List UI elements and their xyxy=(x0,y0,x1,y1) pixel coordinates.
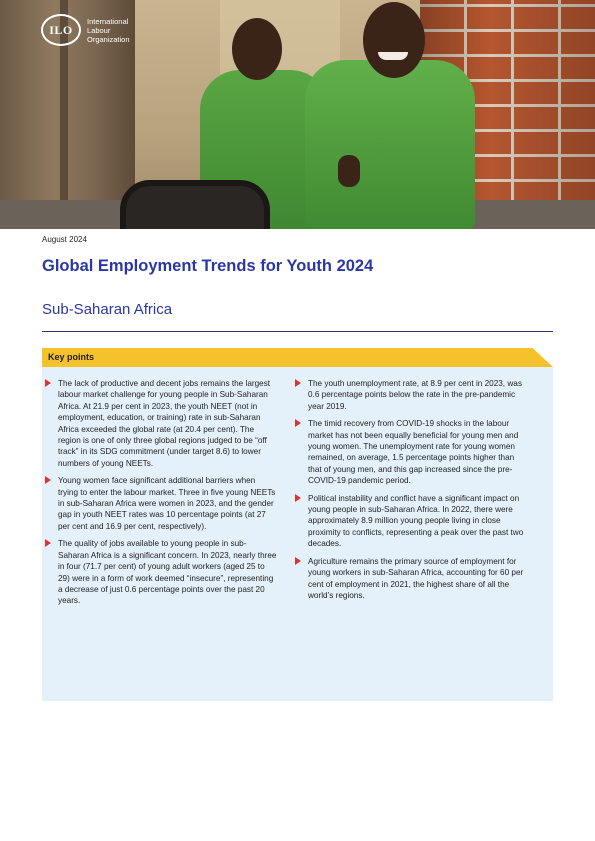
key-point-text: Political instability and conflict have a significant impact on young people in sub-Saharan Africa. In 2022, there were approximately 8.9 million young people living in close proximity to conflicts, representing a peak over the past two decades. xyxy=(308,493,524,549)
photo-tyre xyxy=(120,180,270,229)
cover-photo xyxy=(0,0,595,229)
ilo-logo-line: International xyxy=(87,16,129,26)
key-point-item xyxy=(45,378,277,469)
ilo-logo xyxy=(41,14,130,46)
bullet-arrow-icon xyxy=(45,379,51,387)
header-divider xyxy=(42,331,553,332)
document-subtitle: Sub-Saharan Africa xyxy=(42,301,173,318)
key-point-item xyxy=(295,378,527,412)
key-point-text: The youth unemployment rate, at 8.9 per cent in 2023, was 0.6 percentage points below the rate in the pre-pandemic year 2019. xyxy=(308,379,522,411)
bullet-arrow-icon xyxy=(295,557,301,565)
photo-thumbs-up-hand xyxy=(338,155,360,187)
key-points-header-bar xyxy=(42,348,553,367)
key-point-item xyxy=(295,556,527,602)
ilo-logo-icon: ILO xyxy=(41,14,81,46)
key-points-heading: Key points xyxy=(48,352,95,362)
photo-smile xyxy=(378,52,408,60)
photo-head-right xyxy=(363,2,425,78)
key-points-right-column xyxy=(295,378,527,607)
ilo-logo-line: Labour xyxy=(87,25,111,35)
key-point-text: The timid recovery from COVID-19 shocks in the labour market has not been equally beneficial for young men and young women. The unemployment rate for young women remained, on average, 1.5 percentage points higher than that of young men, and this gap increased since the pre-COVID-19 pandemic period. xyxy=(308,419,519,486)
key-point-item xyxy=(45,475,277,532)
key-point-text: The quality of jobs available to young people in sub-Saharan Africa is a significant concern. In 2023, nearly three in four (71.7 per cent) of young adult workers (aged 25 to 29) were in a form of work deemed “insecure”, representing a decrease of just 0.6 percentage points over the past 20 years. xyxy=(58,539,277,606)
key-points-left-column xyxy=(45,378,277,613)
document-title: Global Employment Trends for Youth 2024 xyxy=(42,257,374,275)
key-point-item xyxy=(295,493,527,550)
photo-person-right xyxy=(305,60,475,229)
ilo-logo-text xyxy=(87,17,130,44)
publication-date: August 2024 xyxy=(42,235,87,244)
ilo-logo-line: Organization xyxy=(87,34,130,44)
bullet-arrow-icon xyxy=(295,494,301,502)
key-point-text: Young women face significant additional barriers when trying to enter the labour market. Three in five young NEETs in sub-Saharan Africa were women in 2023, and the gender gap in youth NEET rates was 10 percentage points (at 27 per cent and 16.9 per cent, respectively). xyxy=(58,476,276,531)
key-point-text: Agriculture remains the primary source of employment for young workers in sub-Saharan Africa, accounting for 60 per cent of employment in 2021, the highest share of all the world’s regions. xyxy=(308,556,524,600)
key-point-item xyxy=(295,418,527,486)
bullet-arrow-icon xyxy=(45,476,51,484)
photo-head-left xyxy=(232,18,282,80)
bullet-arrow-icon xyxy=(295,379,301,387)
key-point-text: The lack of productive and decent jobs remains the largest labour market challenge for young people in Sub-Saharan Africa. At 21.9 per cent in 2023, the youth NEET (not in employment, education, or training) rate in sub-Saharan Africa exceeded the global rate (at 20.4 per cent). The region is one of only three global regions judged to be “off track” in its SDG commitment (under target 8.6) to lower numbers of young NEETs. xyxy=(58,379,271,468)
bullet-arrow-icon xyxy=(295,419,301,427)
key-point-item xyxy=(45,538,277,606)
bullet-arrow-icon xyxy=(45,539,51,547)
